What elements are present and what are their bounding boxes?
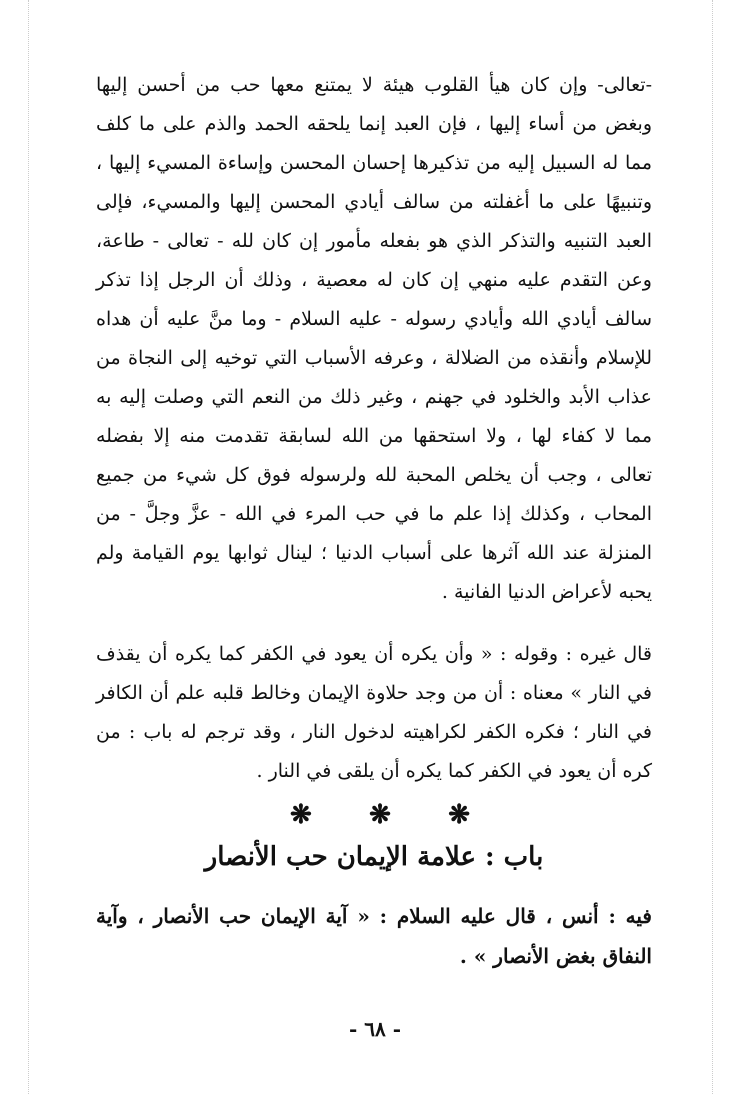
star-ornament-icon: ❋ — [448, 800, 470, 830]
body-paragraph-3 — [96, 896, 652, 976]
body-paragraph-1 — [96, 66, 652, 612]
star-ornament-icon: ❋ — [290, 800, 312, 830]
star-ornament-icon: ❋ — [369, 800, 391, 830]
body-paragraph-2 — [96, 635, 652, 791]
paragraph-text: -تعالى- وإن كان هيأ القلوب هيئة لا يمتنع معها حب من أحسن إليها وبغض من أساء إليها ، فإن العبد إنما يلحقه الحمد والذم على ما كلف مما له السبيل إليه من تذكيرها إحسان المحسن وإساءة المسيء إليها ، وتنبيهًا على ما أغفلته من سالف أيادي المحسن إليها والمسيء، فإلى العبد التنبيه والتذكر الذي هو بفعله مأمور إن كان لله - تعالى - طاعة، وعن التقدم عليه منهي إن كان له معصية ، وذلك أن الرجل إذا تذكر سالف أيادي الله وأيادي رسوله - عليه السلام - وما منَّ عليه أن هداه للإسلام وأنقذه من الضلالة ، وعرفه الأسباب التي توخيه إلى النجاة من عذاب الأبد والخلود في جهنم ، وغير ذلك من النعم التي وصلت إليه به مما لا كفاء لها ، ولا استحقها من الله لسابقة تقدمت منه إلا بفضله تعالى ، وجب أن يخلص المحبة لله ولرسوله فوق كل شيء من جميع المحاب ، وكذلك إذا علم ما في حب المرء في الله - عزَّ وجلَّ - من المنزلة عند الله آثرها على أسباب الدنيا ؛ لينال ثوابها يوم القيامة ولم يحبه لأعراض الدنيا الفانية . — [96, 74, 652, 603]
scan-guide-left — [28, 0, 30, 1094]
page-number: - ٦٨ - — [348, 1017, 401, 1041]
section-separator — [290, 800, 470, 830]
scan-guide-right — [712, 0, 714, 1094]
paragraph-text: قال غيره : وقوله : « وأن يكره أن يعود في الكفر كما يكره أن يقذف في النار » معناه : أن من وجد حلاوة الإيمان وخالط قلبه علم أن الكافر في النار ؛ فكره الكفر لكراهيته لدخول النار ، وقد ترجم له باب : من كره أن يعود في الكفر كما يكره أن يلقى في النار . — [96, 643, 652, 782]
chapter-heading: باب : علامة الإيمان حب الأنصار — [204, 842, 544, 872]
paragraph-text: فيه : أنس ، قال عليه السلام : « آية الإيمان حب الأنصار ، وآية النفاق بغض الأنصار » . — [96, 904, 652, 968]
